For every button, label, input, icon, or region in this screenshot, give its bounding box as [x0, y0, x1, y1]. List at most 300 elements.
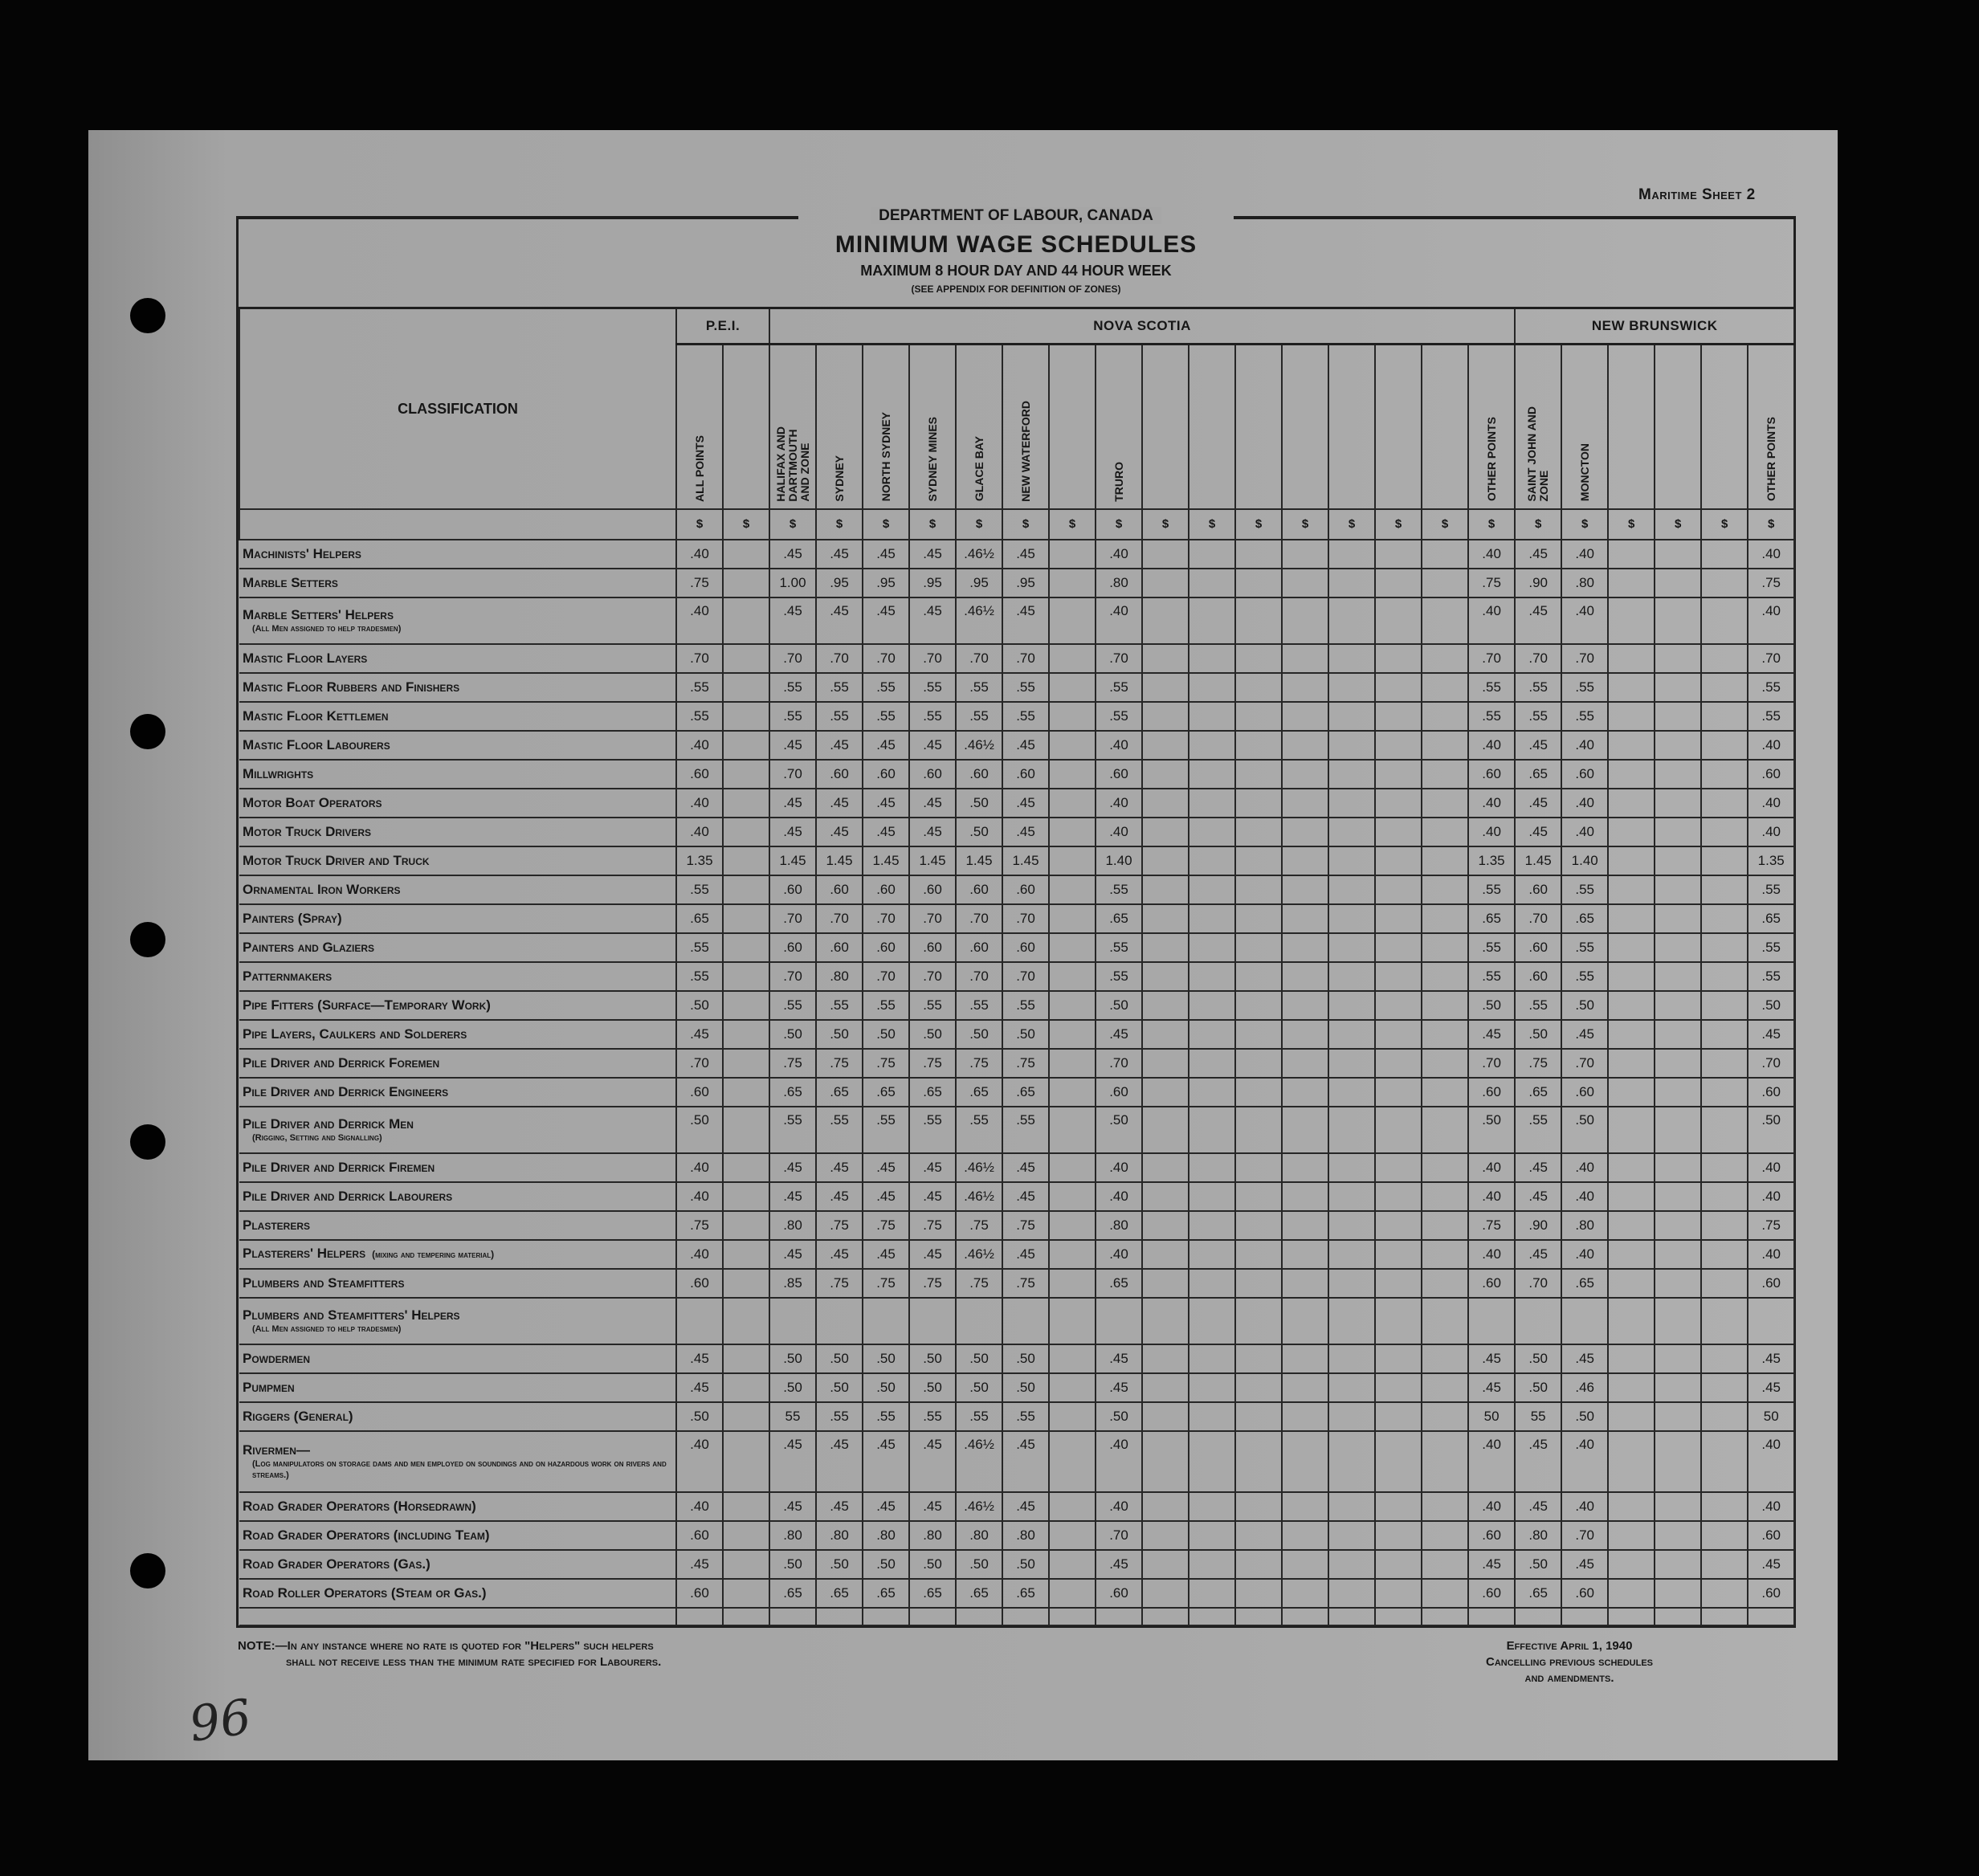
rate-cell: .95 — [863, 569, 909, 597]
rate-cell: .50 — [769, 1020, 816, 1049]
rate-cell: .70 — [909, 904, 956, 933]
rate-cell: .55 — [1561, 702, 1608, 731]
effective-date-note — [1486, 1638, 1653, 1686]
rate-cell: 1.45 — [769, 846, 816, 875]
empty-rate-cell — [1142, 1344, 1189, 1373]
empty-rate-cell — [1189, 644, 1235, 673]
empty-rate-cell — [1375, 1078, 1422, 1107]
rate-cell: .40 — [1561, 597, 1608, 644]
rate-cell: .55 — [909, 1107, 956, 1153]
classification-cell — [239, 933, 676, 962]
empty-rate-cell — [1375, 673, 1422, 702]
classification-label: Millwrights — [243, 765, 314, 781]
rate-cell: .45 — [863, 731, 909, 760]
rate-cell: .60 — [956, 875, 1002, 904]
empty-rate-cell — [1375, 1182, 1422, 1211]
empty-rate-cell — [1235, 673, 1282, 702]
empty-rate-cell — [1189, 1344, 1235, 1373]
rate-cell: .45 — [769, 1431, 816, 1492]
table-row — [239, 1240, 1794, 1269]
empty-rate-cell — [1608, 1078, 1655, 1107]
rate-cell: .75 — [816, 1211, 863, 1240]
table-row — [239, 1153, 1794, 1182]
empty-rate-cell — [1701, 1107, 1748, 1153]
empty-rate-cell — [1608, 1431, 1655, 1492]
rate-cell: .75 — [1468, 1211, 1515, 1240]
empty-rate-cell — [1655, 1550, 1701, 1579]
rate-cell: .45 — [1515, 1492, 1561, 1521]
rate-cell: .60 — [909, 933, 956, 962]
empty-rate-cell — [1235, 1431, 1282, 1492]
empty-rate-cell — [1049, 1182, 1096, 1211]
classification-label: Pipe Fitters (Surface—Temporary Work) — [243, 997, 491, 1013]
empty-rate-cell — [723, 1431, 769, 1492]
rate-cell: .50 — [956, 789, 1002, 818]
empty-rate-cell — [1189, 904, 1235, 933]
rate-cell: .45 — [863, 1182, 909, 1211]
rate-cell: .45 — [1096, 1550, 1142, 1579]
empty-rate-cell — [1608, 1344, 1655, 1373]
empty-rate-cell — [1189, 933, 1235, 962]
table-row — [239, 1211, 1794, 1240]
empty-rate-cell — [1328, 1492, 1375, 1521]
table-row — [239, 875, 1794, 904]
classification-label: Mastic Floor Kettlemen — [243, 708, 389, 724]
rate-cell: .46½ — [956, 1492, 1002, 1521]
empty-rate-cell — [1189, 1182, 1235, 1211]
empty-rate-cell — [1235, 1049, 1282, 1078]
empty-rate-cell — [1235, 962, 1282, 991]
table-row — [239, 1269, 1794, 1298]
empty-rate-cell — [1422, 1049, 1468, 1078]
rate-cell: .60 — [1515, 875, 1561, 904]
rate-cell: .75 — [1515, 1049, 1561, 1078]
classification-note: (All Men assigned to help tradesmen) — [252, 623, 402, 634]
table-row — [239, 540, 1794, 569]
empty-rate-cell — [1282, 904, 1328, 933]
rate-cell: .70 — [1515, 904, 1561, 933]
empty-rate-cell — [1328, 644, 1375, 673]
empty-rate-cell — [1049, 1521, 1096, 1550]
empty-rate-cell — [1701, 569, 1748, 597]
empty-rate-cell — [1282, 1344, 1328, 1373]
rate-cell: .50 — [816, 1550, 863, 1579]
rate-cell: .50 — [816, 1373, 863, 1402]
rate-cell: .45 — [769, 789, 816, 818]
rate-cell: .45 — [909, 1240, 956, 1269]
rate-cell: .70 — [769, 962, 816, 991]
table-row — [239, 904, 1794, 933]
currency-symbol: $ — [956, 509, 1002, 540]
empty-rate-cell — [1422, 1107, 1468, 1153]
rate-cell: .55 — [1468, 702, 1515, 731]
rate-cell: .50 — [956, 1020, 1002, 1049]
table-row — [239, 1579, 1794, 1608]
empty-rate-cell — [1328, 1298, 1375, 1344]
rate-cell: .60 — [1748, 760, 1794, 789]
column-header — [816, 345, 863, 509]
empty-rate-cell — [1328, 789, 1375, 818]
empty-rate-cell — [1282, 1402, 1328, 1431]
rate-cell: .90 — [1515, 1211, 1561, 1240]
rate-cell — [863, 1298, 909, 1344]
empty-rate-cell — [1375, 1049, 1422, 1078]
empty-rate-cell — [1655, 1240, 1701, 1269]
rate-cell: .55 — [676, 702, 723, 731]
empty-rate-cell — [1701, 1402, 1748, 1431]
empty-rate-cell — [1282, 1373, 1328, 1402]
rate-cell: .45 — [1002, 818, 1049, 846]
currency-row — [239, 509, 1794, 540]
empty-rate-cell — [723, 1240, 769, 1269]
rate-cell: .40 — [1748, 540, 1794, 569]
empty-rate-cell — [1701, 1020, 1748, 1049]
rate-cell: .60 — [1002, 875, 1049, 904]
classification-label: Motor Truck Drivers — [243, 823, 372, 839]
rate-cell: .70 — [1002, 904, 1049, 933]
empty-rate-cell — [1049, 731, 1096, 760]
rate-cell: .60 — [1748, 1078, 1794, 1107]
rate-cell: .70 — [1515, 644, 1561, 673]
rate-cell: 1.45 — [863, 846, 909, 875]
empty-rate-cell — [1701, 1182, 1748, 1211]
empty-rate-cell — [1422, 1373, 1468, 1402]
empty-rate-cell — [1608, 1579, 1655, 1608]
rate-cell: .75 — [1468, 569, 1515, 597]
rate-cell: .45 — [816, 597, 863, 644]
empty-rate-cell — [1328, 1107, 1375, 1153]
empty-rate-cell — [1282, 875, 1328, 904]
rate-cell: .85 — [769, 1269, 816, 1298]
column-label: GLACE BAY — [972, 436, 985, 502]
empty-rate-cell — [1422, 818, 1468, 846]
spacer-cell — [1561, 1608, 1608, 1625]
empty-rate-cell — [723, 1211, 769, 1240]
empty-rate-cell — [1375, 1107, 1422, 1153]
empty-rate-cell — [723, 1344, 769, 1373]
rate-cell: .55 — [956, 991, 1002, 1020]
rate-cell: .50 — [769, 1550, 816, 1579]
rate-cell: .80 — [1515, 1521, 1561, 1550]
rate-cell: .50 — [1096, 991, 1142, 1020]
empty-rate-cell — [1701, 1078, 1748, 1107]
rate-cell: .50 — [769, 1373, 816, 1402]
spacer-cell — [1096, 1608, 1142, 1625]
empty-rate-cell — [1235, 1240, 1282, 1269]
rate-cell: .75 — [863, 1269, 909, 1298]
empty-rate-cell — [1655, 1373, 1701, 1402]
empty-rate-cell — [1282, 760, 1328, 789]
classification-label: Pile Driver and Derrick Labourers — [243, 1188, 453, 1204]
classification-cell — [239, 760, 676, 789]
rate-cell: .75 — [1002, 1049, 1049, 1078]
empty-rate-cell — [1235, 569, 1282, 597]
empty-rate-cell — [1375, 1431, 1422, 1492]
empty-rate-cell — [1142, 1579, 1189, 1608]
empty-rate-cell — [1608, 1107, 1655, 1153]
empty-rate-cell — [1328, 1240, 1375, 1269]
empty-rate-cell — [1375, 1211, 1422, 1240]
empty-rate-cell — [1142, 597, 1189, 644]
rate-cell: .40 — [676, 1492, 723, 1521]
column-header — [1282, 345, 1328, 509]
empty-rate-cell — [1655, 1431, 1701, 1492]
rate-cell: .70 — [676, 644, 723, 673]
empty-rate-cell — [1235, 1153, 1282, 1182]
rate-cell: .55 — [676, 962, 723, 991]
rate-cell: .40 — [1748, 731, 1794, 760]
empty-rate-cell — [1282, 644, 1328, 673]
empty-rate-cell — [1608, 1049, 1655, 1078]
rate-cell: .55 — [816, 991, 863, 1020]
empty-rate-cell — [1701, 875, 1748, 904]
empty-rate-cell — [1142, 962, 1189, 991]
empty-rate-cell — [1328, 1049, 1375, 1078]
classification-cell — [239, 1211, 676, 1240]
empty-rate-cell — [1375, 1269, 1422, 1298]
empty-rate-cell — [1235, 1107, 1282, 1153]
province-header: NOVA SCOTIA — [769, 308, 1515, 345]
empty-rate-cell — [1049, 1153, 1096, 1182]
empty-rate-cell — [1282, 1298, 1328, 1344]
empty-rate-cell — [1328, 818, 1375, 846]
spacer-cell — [1701, 1608, 1748, 1625]
rate-cell: .45 — [1468, 1344, 1515, 1373]
empty-rate-cell — [1701, 1373, 1748, 1402]
rate-cell: .50 — [816, 1344, 863, 1373]
rate-cell: .40 — [1748, 1240, 1794, 1269]
rate-cell: .55 — [769, 673, 816, 702]
appendix-note: (SEE APPENDIX FOR DEFINITION OF ZONES) — [911, 283, 1121, 295]
rate-cell: .40 — [1468, 1240, 1515, 1269]
empty-rate-cell — [1701, 1492, 1748, 1521]
document-subtitle: MAXIMUM 8 HOUR DAY AND 44 HOUR WEEK — [860, 263, 1172, 279]
rate-cell: .60 — [676, 1521, 723, 1550]
rate-cell: .55 — [909, 673, 956, 702]
empty-rate-cell — [1142, 1078, 1189, 1107]
empty-rate-cell — [1049, 789, 1096, 818]
column-header — [1608, 345, 1655, 509]
rate-cell: .55 — [956, 702, 1002, 731]
classification-cell — [239, 1078, 676, 1107]
empty-rate-cell — [1422, 569, 1468, 597]
empty-rate-cell — [1655, 904, 1701, 933]
rate-cell: .60 — [1002, 760, 1049, 789]
table-row — [239, 818, 1794, 846]
rate-cell: .50 — [956, 818, 1002, 846]
rate-cell — [956, 1298, 1002, 1344]
rate-cell: .45 — [1748, 1373, 1794, 1402]
currency-symbol: $ — [1096, 509, 1142, 540]
rate-cell: .40 — [1561, 818, 1608, 846]
empty-rate-cell — [1422, 875, 1468, 904]
rate-cell: .40 — [676, 789, 723, 818]
rate-cell: .50 — [956, 1373, 1002, 1402]
rate-cell: .80 — [909, 1521, 956, 1550]
rate-cell: .60 — [909, 760, 956, 789]
empty-rate-cell — [1049, 1431, 1096, 1492]
column-header — [1235, 345, 1282, 509]
rate-cell: .46½ — [956, 1240, 1002, 1269]
empty-rate-cell — [1142, 1431, 1189, 1492]
classification-label: Pile Driver and Derrick Engineers — [243, 1083, 449, 1099]
rate-cell: .60 — [676, 1269, 723, 1298]
empty-rate-cell — [1655, 933, 1701, 962]
handwritten-mark: 96 — [186, 1689, 255, 1753]
rate-cell: .45 — [676, 1550, 723, 1579]
empty-rate-cell — [723, 1269, 769, 1298]
empty-rate-cell — [1328, 731, 1375, 760]
rate-cell: .40 — [1468, 597, 1515, 644]
empty-rate-cell — [1422, 1344, 1468, 1373]
classification-inline-note: (mixing and tempering material) — [372, 1249, 495, 1260]
rate-cell: .40 — [1468, 789, 1515, 818]
rate-cell: .55 — [1561, 933, 1608, 962]
rate-cell: .55 — [863, 702, 909, 731]
rate-cell: .40 — [1748, 789, 1794, 818]
province-header: P.E.I. — [676, 308, 769, 345]
rate-cell: .65 — [1561, 1269, 1608, 1298]
table-row — [239, 760, 1794, 789]
empty-rate-cell — [723, 1049, 769, 1078]
rate-cell: .75 — [676, 1211, 723, 1240]
empty-rate-cell — [1049, 1402, 1096, 1431]
rate-cell: .45 — [816, 731, 863, 760]
empty-rate-cell — [723, 904, 769, 933]
table-row — [239, 1182, 1794, 1211]
spacer-cell — [723, 1608, 769, 1625]
rate-cell — [816, 1298, 863, 1344]
empty-rate-cell — [1328, 702, 1375, 731]
empty-rate-cell — [723, 1078, 769, 1107]
rate-cell: .75 — [1002, 1269, 1049, 1298]
rate-cell: .75 — [863, 1049, 909, 1078]
rate-cell: .45 — [1002, 1431, 1049, 1492]
rate-cell: .60 — [863, 933, 909, 962]
rate-cell: .95 — [816, 569, 863, 597]
empty-rate-cell — [1235, 991, 1282, 1020]
empty-rate-cell — [1422, 1020, 1468, 1049]
rate-cell: .45 — [769, 818, 816, 846]
currency-symbol: $ — [1748, 509, 1794, 540]
table-row — [239, 1373, 1794, 1402]
rate-cell: .60 — [1561, 1078, 1608, 1107]
rate-cell: .55 — [1515, 673, 1561, 702]
empty-rate-cell — [1608, 1550, 1655, 1579]
empty-rate-cell — [1282, 933, 1328, 962]
rate-cell: .45 — [1096, 1344, 1142, 1373]
rate-cell: .46½ — [956, 540, 1002, 569]
rate-cell: .55 — [1002, 991, 1049, 1020]
rate-cell: .80 — [1096, 569, 1142, 597]
empty-rate-cell — [1142, 1182, 1189, 1211]
empty-rate-cell — [1375, 991, 1422, 1020]
rate-cell: .45 — [1468, 1373, 1515, 1402]
rate-cell: .45 — [1002, 540, 1049, 569]
empty-rate-cell — [1282, 1431, 1328, 1492]
empty-rate-cell — [1422, 1240, 1468, 1269]
rate-cell: .75 — [816, 1049, 863, 1078]
empty-rate-cell — [1422, 933, 1468, 962]
rate-cell: .80 — [769, 1211, 816, 1240]
empty-rate-cell — [1049, 818, 1096, 846]
empty-rate-cell — [1422, 540, 1468, 569]
rate-cell: .60 — [1468, 1579, 1515, 1608]
rate-cell: .60 — [1096, 1078, 1142, 1107]
empty-rate-cell — [1328, 540, 1375, 569]
empty-rate-cell — [1422, 673, 1468, 702]
rate-cell: .70 — [1002, 644, 1049, 673]
spacer-cell — [239, 1608, 676, 1625]
empty-rate-cell — [1422, 1492, 1468, 1521]
rate-cell: .70 — [1002, 962, 1049, 991]
empty-rate-cell — [723, 991, 769, 1020]
empty-rate-cell — [1655, 597, 1701, 644]
empty-rate-cell — [1142, 1107, 1189, 1153]
classification-cell — [239, 569, 676, 597]
empty-rate-cell — [1189, 1049, 1235, 1078]
rate-cell: .65 — [956, 1078, 1002, 1107]
rate-cell: 1.35 — [1468, 846, 1515, 875]
rate-cell: .65 — [1096, 904, 1142, 933]
empty-rate-cell — [1608, 1211, 1655, 1240]
punch-hole — [130, 714, 165, 749]
empty-rate-cell — [1375, 1579, 1422, 1608]
table-row — [239, 569, 1794, 597]
empty-rate-cell — [1328, 1182, 1375, 1211]
rate-cell: .46½ — [956, 597, 1002, 644]
empty-rate-cell — [1655, 1344, 1701, 1373]
column-header — [1096, 345, 1142, 509]
classification-label: Plumbers and Steamfitters — [243, 1274, 405, 1291]
table-row — [239, 933, 1794, 962]
rate-cell: .75 — [816, 1269, 863, 1298]
empty-rate-cell — [1328, 569, 1375, 597]
empty-rate-cell — [1701, 1521, 1748, 1550]
table-row — [239, 1402, 1794, 1431]
classification-label: Plumbers and Steamfitters' Helpers — [243, 1307, 460, 1323]
empty-rate-cell — [1049, 1492, 1096, 1521]
empty-rate-cell — [1655, 1049, 1701, 1078]
empty-rate-cell — [1189, 569, 1235, 597]
empty-rate-cell — [1375, 1020, 1422, 1049]
rate-cell: 1.40 — [1561, 846, 1608, 875]
currency-symbol: $ — [1002, 509, 1049, 540]
rate-cell: .70 — [909, 644, 956, 673]
empty-rate-cell — [1422, 731, 1468, 760]
column-header — [1189, 345, 1235, 509]
rate-cell: .55 — [1002, 1402, 1049, 1431]
empty-rate-cell — [1049, 1373, 1096, 1402]
rate-cell: .75 — [1748, 569, 1794, 597]
rate-cell: .55 — [769, 1107, 816, 1153]
empty-rate-cell — [1235, 875, 1282, 904]
empty-rate-cell — [1142, 904, 1189, 933]
rate-cell: .50 — [676, 1107, 723, 1153]
empty-rate-cell — [1655, 991, 1701, 1020]
rate-cell: .45 — [1748, 1020, 1794, 1049]
rate-cell: 1.45 — [956, 846, 1002, 875]
rate-cell: .80 — [1561, 1211, 1608, 1240]
classification-label: Painters (Spray) — [243, 910, 342, 926]
empty-rate-cell — [1701, 1431, 1748, 1492]
empty-rate-cell — [1608, 597, 1655, 644]
rate-cell: .80 — [956, 1521, 1002, 1550]
rate-cell: .55 — [1515, 702, 1561, 731]
empty-rate-cell — [1375, 540, 1422, 569]
rate-cell: .45 — [1515, 818, 1561, 846]
empty-rate-cell — [1375, 702, 1422, 731]
